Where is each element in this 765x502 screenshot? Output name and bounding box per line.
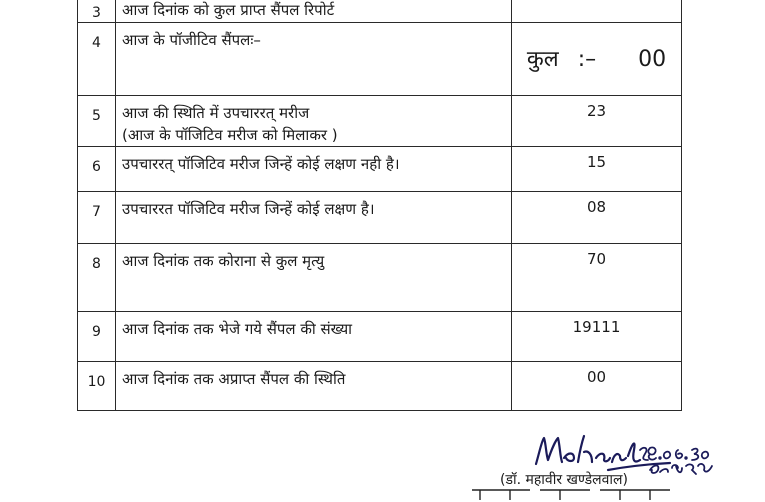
serial-number: 8	[78, 244, 116, 312]
total-positive	[527, 43, 666, 73]
row-description: आज दिनांक तक भेजे गये सैंपल की संख्या	[116, 312, 512, 362]
row-value: 23	[512, 96, 682, 147]
row-description: आज दिनांक को कुल प्राप्त सैंपल रिपोर्ट	[116, 0, 512, 23]
serial-number: 4	[78, 23, 116, 96]
signatory-name: (डॉ. महावीर खण्डेलवाल)	[500, 472, 628, 488]
row-value	[512, 0, 682, 23]
serial-number: 6	[78, 147, 116, 192]
row-description: आज के पॉजीटिव सैंपलः–	[116, 23, 512, 96]
row-description: उपचाररत पॉजिटिव मरीज जिन्हें कोई लक्षण है।	[116, 192, 512, 244]
serial-number: 3	[78, 0, 116, 23]
row-value: 15	[512, 147, 682, 192]
row-value: 70	[512, 244, 682, 312]
row-description: उपचाररत् पॉजिटिव मरीज जिन्हें कोई लक्षण नही है।	[116, 147, 512, 192]
serial-number: 9	[78, 312, 116, 362]
row-description: आज दिनांक तक अप्राप्त सैंपल की स्थिति	[116, 362, 512, 411]
table-row	[78, 362, 682, 411]
row-description-line: (आज के पॉजिटिव मरीज को मिलाकर )	[122, 126, 338, 144]
row-description-line: आज की स्थिति में उपचाररत् मरीज	[122, 104, 310, 122]
total-value: 00	[638, 47, 667, 72]
table-row	[78, 312, 682, 362]
serial-number: 10	[78, 362, 116, 411]
row-description	[116, 96, 512, 147]
table-row	[78, 192, 682, 244]
row-value: 00	[512, 362, 682, 411]
row-value: 08	[512, 192, 682, 244]
serial-number: 7	[78, 192, 116, 244]
report-table	[77, 0, 682, 411]
row-value: 19111	[512, 312, 682, 362]
row-value-text	[577, 0, 615, 1]
row-value	[512, 23, 682, 96]
total-separator: :–	[577, 47, 597, 72]
serial-number: 5	[78, 96, 116, 147]
table-row	[78, 0, 682, 23]
total-label: कुल	[526, 47, 559, 72]
row-description: आज दिनांक तक कोराना से कुल मृत्यु	[116, 244, 512, 312]
table-row	[78, 96, 682, 147]
table-row	[78, 244, 682, 312]
table-row	[78, 23, 682, 96]
table-row	[78, 147, 682, 192]
